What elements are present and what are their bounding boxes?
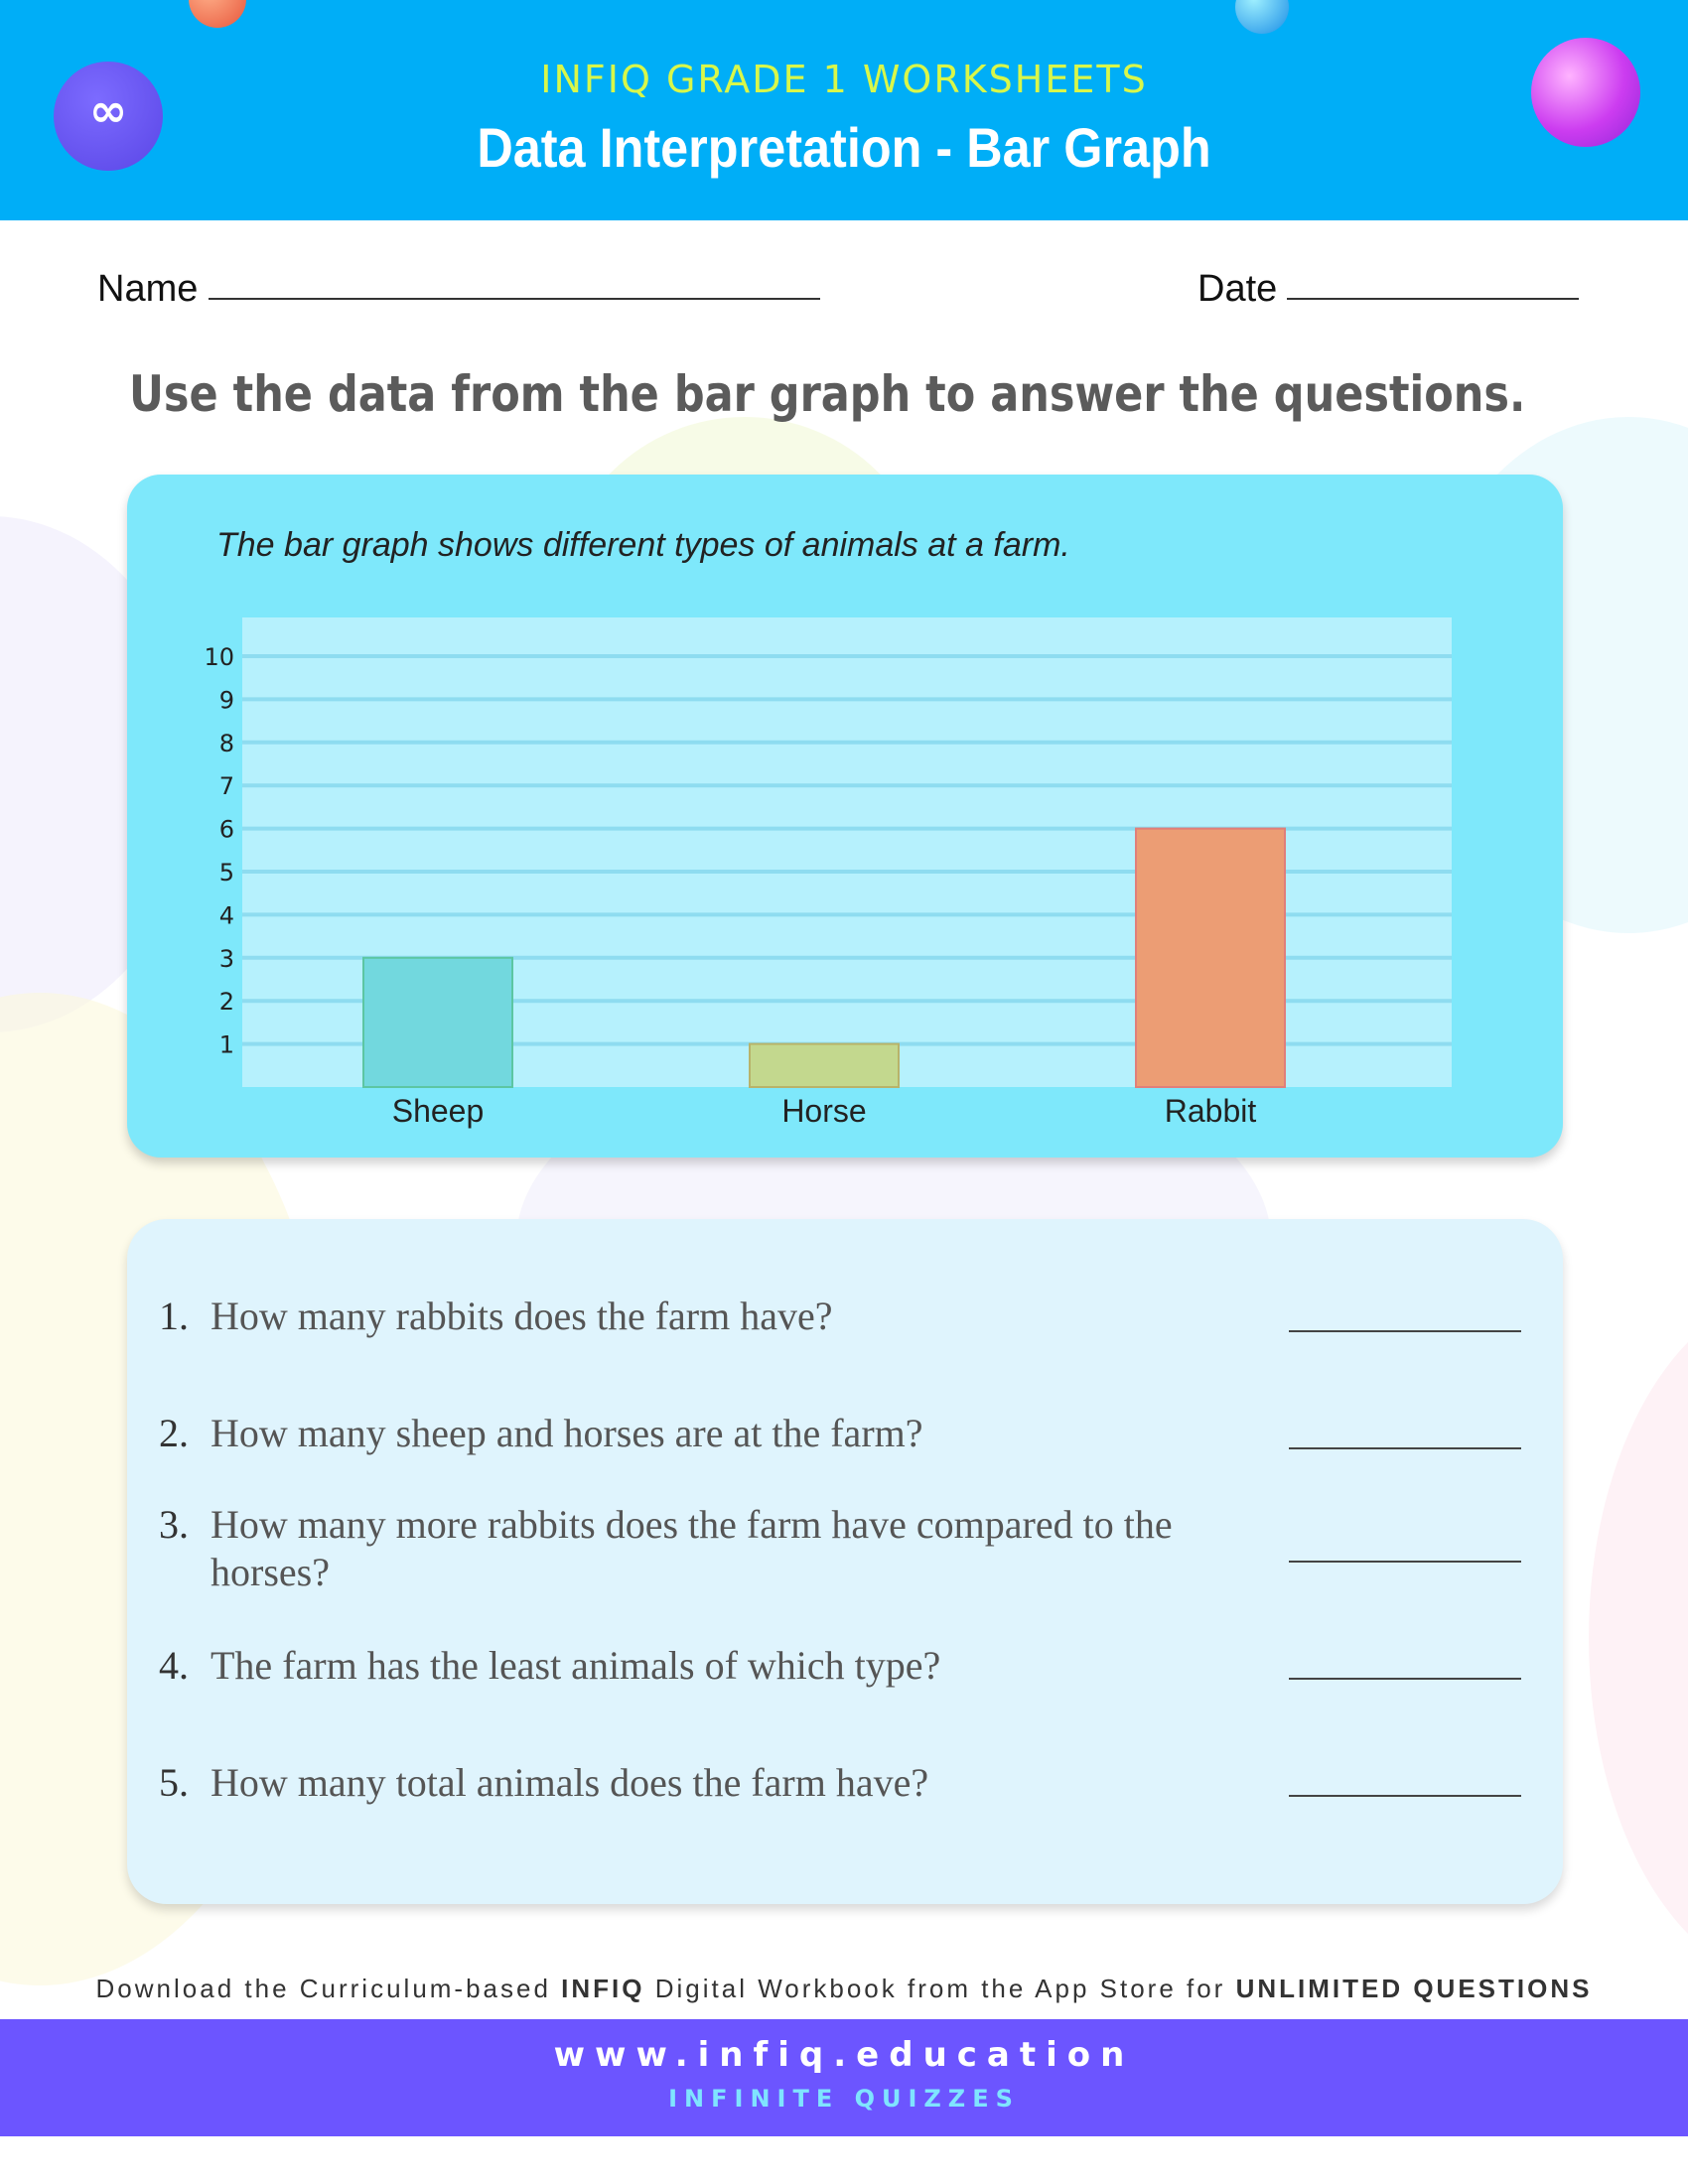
- footer-promo-middle: Digital Workbook from the App Store for: [644, 1974, 1236, 2003]
- bar-rabbit: [1136, 829, 1285, 1087]
- question-line: How many sheep and horses are at the farm?: [211, 1411, 923, 1455]
- question-text: [211, 1501, 1243, 1596]
- bar-horse: [750, 1044, 899, 1087]
- question-number: 3.: [159, 1502, 189, 1547]
- question-number: 5.: [159, 1760, 189, 1805]
- question-line: How many total animals does the farm have?: [211, 1760, 929, 1805]
- name-label: Name: [97, 268, 199, 310]
- question-line: How many rabbits does the farm have?: [211, 1294, 833, 1338]
- answer-blank[interactable]: [1289, 1447, 1521, 1449]
- question-line: The farm has the least animals of which type?: [211, 1643, 941, 1688]
- footer-tagline: INFINITE QUIZZES: [668, 2085, 1020, 2113]
- date-label: Date: [1197, 268, 1278, 310]
- worksheet-title: Data Interpretation - Bar Graph: [477, 116, 1211, 179]
- question-text: [211, 1759, 1243, 1807]
- question-line: How many more rabbits does the farm have compared to the: [211, 1502, 1173, 1547]
- y-tick-label: 5: [218, 859, 234, 887]
- answer-blank[interactable]: [1289, 1561, 1521, 1563]
- instructions-heading: Use the data from the bar graph to answer the questions.: [129, 365, 1526, 423]
- y-tick-label: 9: [218, 686, 234, 715]
- question-text: [211, 1293, 1243, 1340]
- x-category-label: Rabbit: [1164, 1093, 1257, 1129]
- y-tick-label: 3: [218, 944, 234, 973]
- question-number: 2.: [159, 1411, 189, 1455]
- y-tick-label: 7: [218, 772, 234, 801]
- bar-sheep: [363, 958, 512, 1087]
- footer-promo-emphasis: UNLIMITED QUESTIONS: [1235, 1974, 1593, 2003]
- y-tick-label: 1: [218, 1030, 234, 1059]
- x-category-label: Sheep: [391, 1093, 485, 1129]
- answer-blank[interactable]: [1289, 1330, 1521, 1332]
- y-tick-label: 8: [218, 729, 234, 757]
- y-tick-label: 2: [218, 988, 234, 1017]
- question-text: [211, 1642, 1243, 1690]
- worksheet-series-label: INFIQ GRADE 1 WORKSHEETS: [540, 58, 1148, 101]
- x-category-label: Horse: [781, 1093, 867, 1129]
- y-tick-label: 6: [218, 815, 234, 844]
- question-line: horses?: [211, 1550, 330, 1594]
- footer-promo-text: [0, 1974, 1688, 2004]
- footer-promo-prefix: Download the Curriculum-based: [95, 1974, 562, 2003]
- footer-website-link[interactable]: www.infiq.education: [553, 2035, 1135, 2075]
- infinity-logo-icon: ∞: [88, 83, 128, 137]
- answer-blank[interactable]: [1289, 1795, 1521, 1797]
- footer-promo-brand: INFIQ: [561, 1974, 645, 2003]
- answer-blank[interactable]: [1289, 1678, 1521, 1680]
- question-number: 4.: [159, 1643, 189, 1688]
- chart-caption: The bar graph shows different types of animals at a farm.: [216, 526, 1070, 564]
- y-tick-label: 10: [204, 643, 234, 671]
- y-tick-label: 4: [218, 901, 234, 930]
- question-text: [211, 1410, 1243, 1457]
- question-number: 1.: [159, 1294, 189, 1338]
